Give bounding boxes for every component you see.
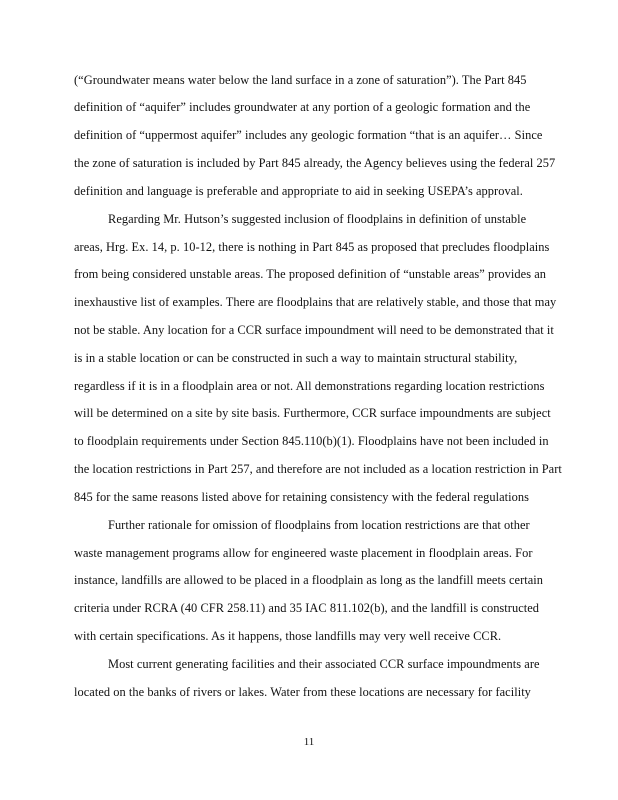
text-line: the location restrictions in Part 257, and therefore are not included as a location restriction in Part — [74, 462, 562, 476]
text-line: waste management programs allow for engineered waste placement in floodplain areas. For — [74, 546, 533, 560]
text-line: located on the banks of rivers or lakes. Water from these locations are necessary for facility — [74, 685, 531, 699]
text-line: the zone of saturation is included by Part 845 already, the Agency believes using the federal 257 — [74, 156, 556, 170]
text-line: criteria under RCRA (40 CFR 258.11) and 35 IAC 811.102(b), and the landfill is constructed — [74, 601, 540, 615]
text-line: with certain specifications. As it happens, those landfills may very well receive CCR. — [74, 629, 502, 643]
text-line: definition and language is preferable and appropriate to aid in seeking USEPA’s approval. — [74, 184, 523, 198]
paragraph-start-line: Most current generating facilities and their associated CCR surface impoundments are — [108, 657, 540, 671]
text-line: to floodplain requirements under Section 845.110(b)(1). Floodplains have not been included in — [74, 434, 549, 448]
text-line: inexhaustive list of examples. There are floodplains that are relatively stable, and those that may — [74, 295, 557, 309]
text-line: areas, Hrg. Ex. 14, p. 10-12, there is nothing in Part 845 as proposed that precludes floodplains — [74, 240, 550, 254]
text-line: from being considered unstable areas. The proposed definition of “unstable areas” provides an — [74, 267, 547, 281]
text-line: 845 for the same reasons listed above for retaining consistency with the federal regulations — [74, 490, 529, 504]
paragraph-start-line: Further rationale for omission of floodplains from location restrictions are that other — [108, 518, 530, 532]
text-line: (“Groundwater means water below the land surface in a zone of saturation”). The Part 845 — [74, 73, 527, 87]
page-number: 11 — [303, 736, 315, 748]
text-line: definition of “uppermost aquifer” includes any geologic formation “that is an aquifer… Since — [74, 128, 543, 142]
text-line: is in a stable location or can be constructed in such a way to maintain structural stability, — [74, 351, 518, 365]
paragraph-start-line: Regarding Mr. Hutson’s suggested inclusion of floodplains in definition of unstable — [108, 212, 527, 226]
text-line: not be stable. Any location for a CCR surface impoundment will need to be demonstrated that it — [74, 323, 554, 337]
text-line: instance, landfills are allowed to be placed in a floodplain as long as the landfill meets certain — [74, 573, 544, 587]
text-line: definition of “aquifer” includes groundwater at any portion of a geologic formation and the — [74, 100, 531, 114]
text-line: regardless if it is in a floodplain area or not. All demonstrations regarding location restrictions — [74, 379, 545, 393]
text-line: will be determined on a site by site basis. Furthermore, CCR surface impoundments are subject — [74, 406, 551, 420]
